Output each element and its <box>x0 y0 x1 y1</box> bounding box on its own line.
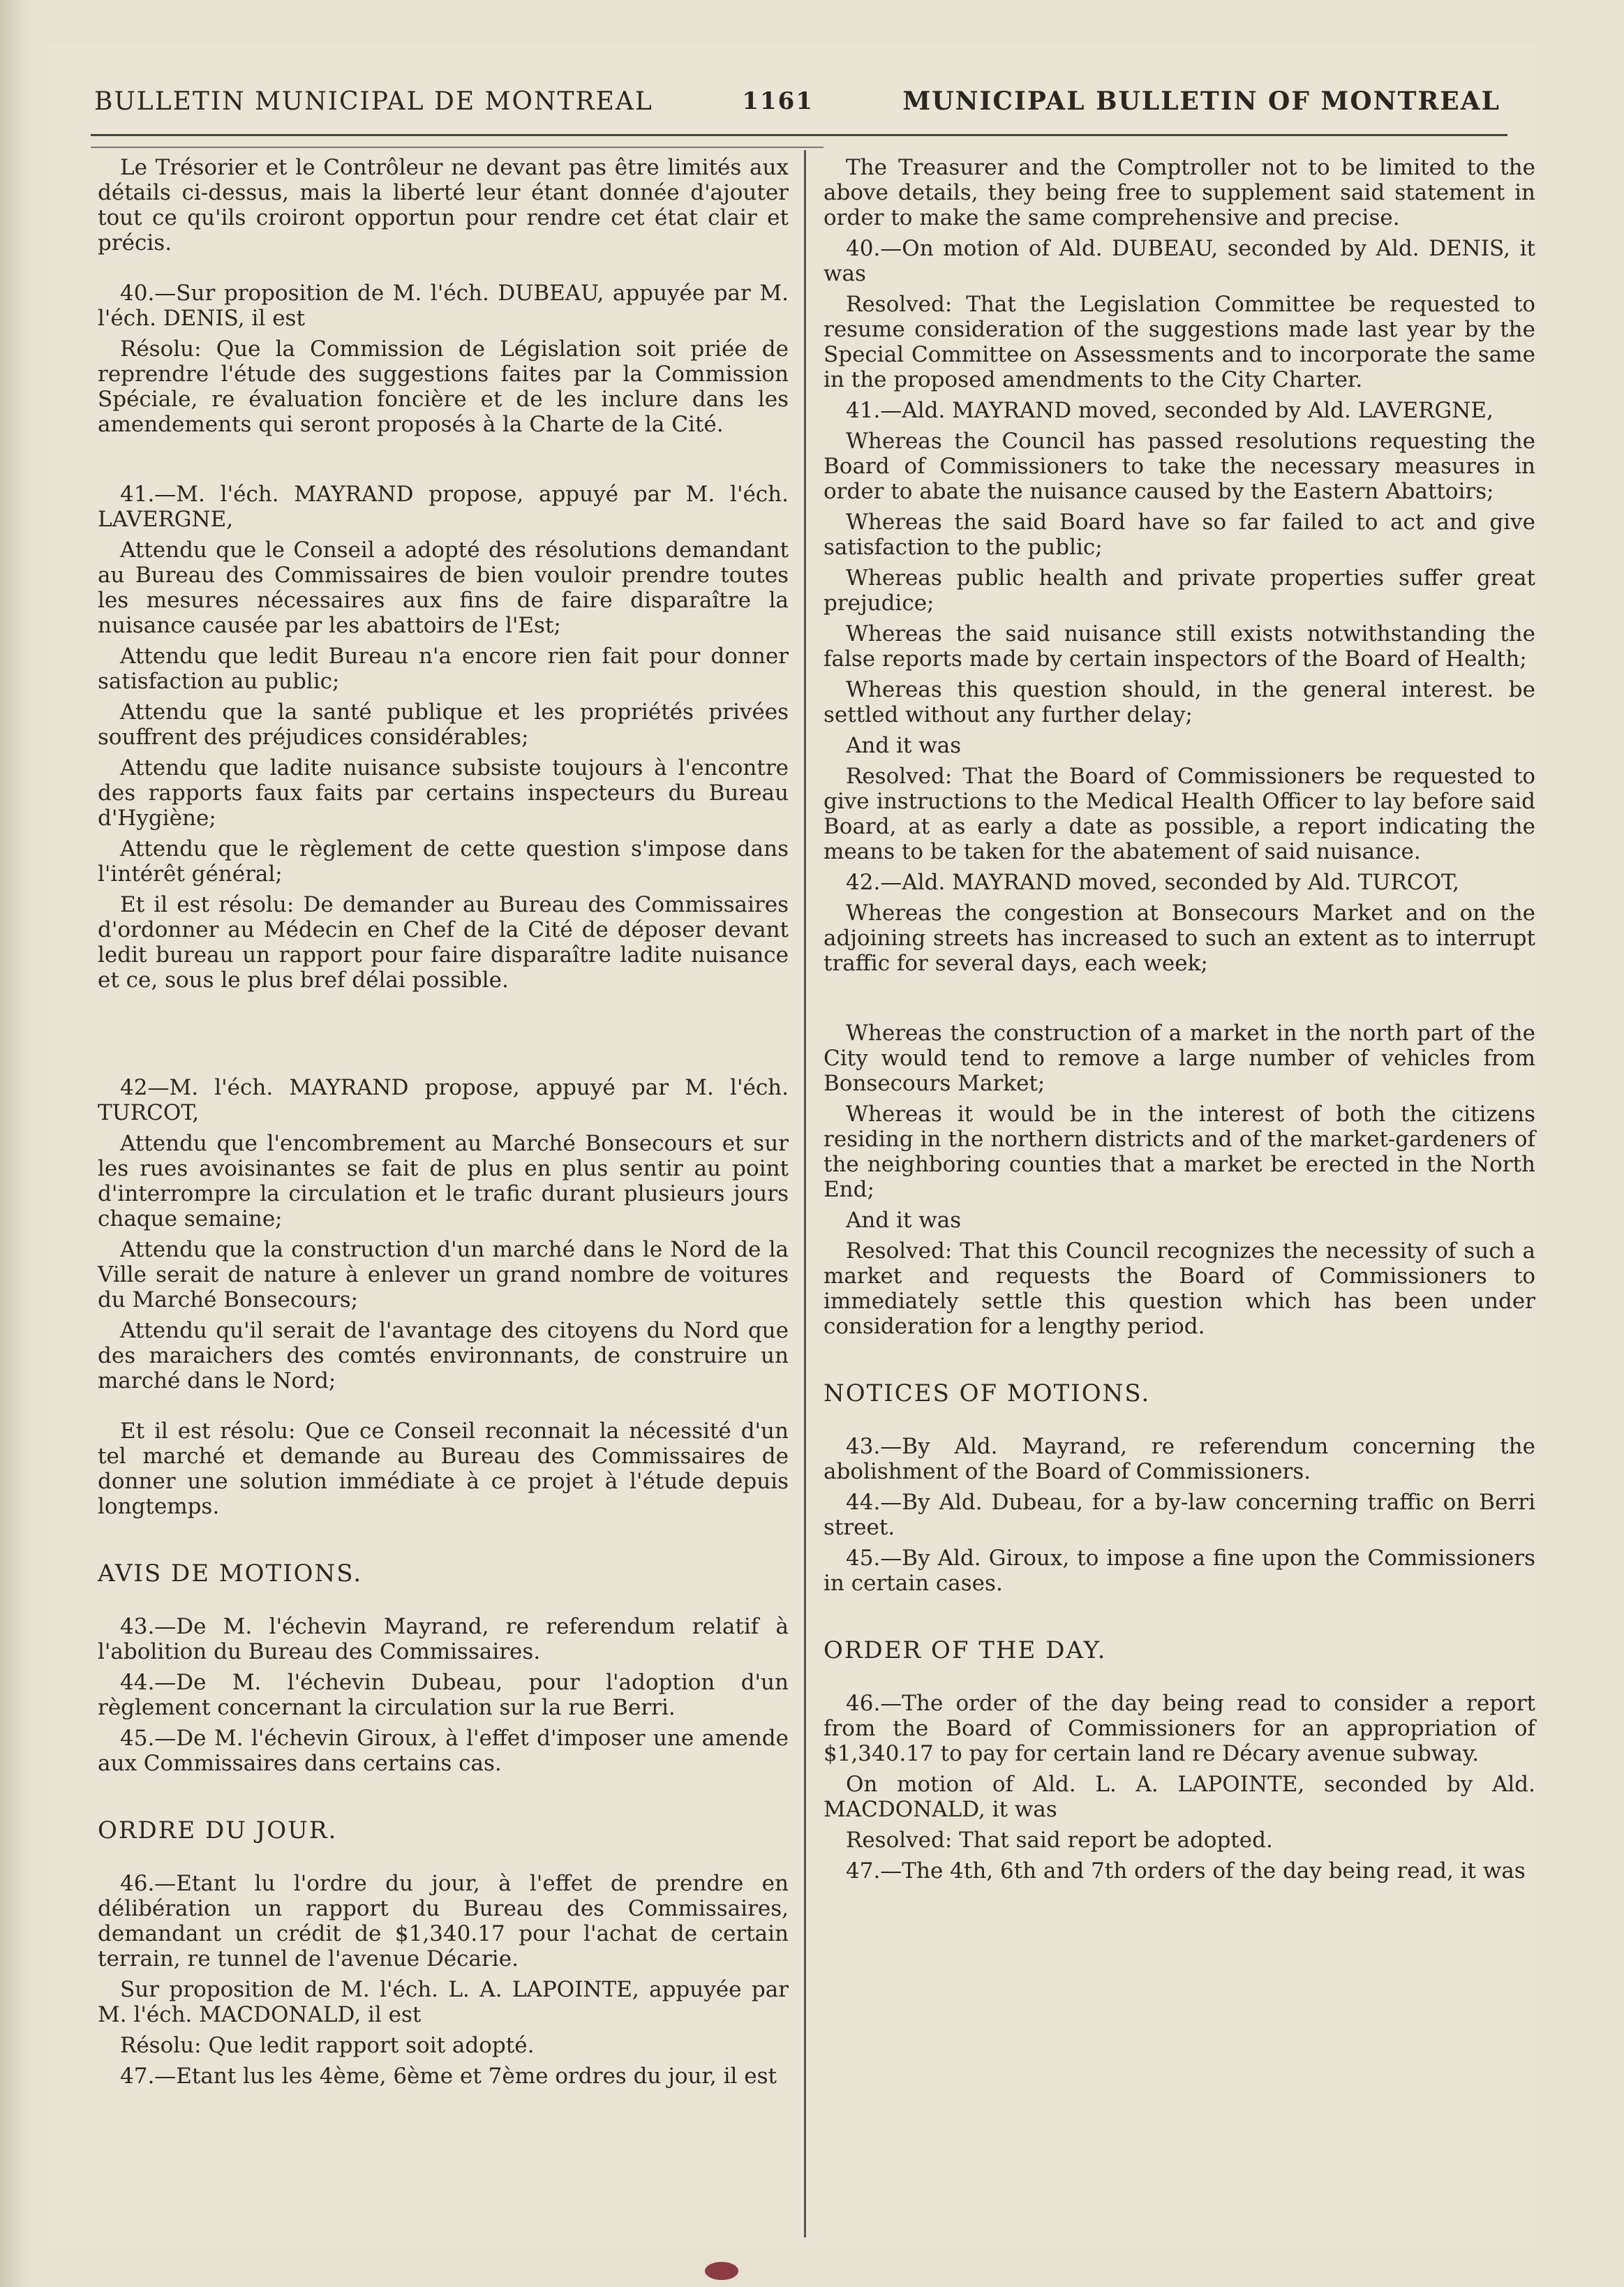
en-paragraph: Whereas this question should, in the general interest. be settled without any further delay; <box>824 677 1535 727</box>
book-binding <box>0 0 28 2287</box>
fr-resolution-40: Résolu: Que la Commission de Législation soit priée de reprendre l'étude des suggestions faites par la Commission Spéciale, re évaluation foncière et de les inclure dans les amendements qui seront proposés à la Charte de la Cité. <box>98 336 789 437</box>
en-paragraph: Whereas the construction of a market in the north part of the City would tend to remove a large number of vehicles from Bonsecours Market; <box>824 1021 1535 1096</box>
en-paragraph: Whereas the said nuisance still exists notwithstanding the false reports made by certain inspectors of the Board of Health; <box>824 621 1535 672</box>
header-french-title: BULLETIN MUNICIPAL DE MONTREAL <box>94 87 653 116</box>
fr-section-heading-order: ORDRE DU JOUR. <box>98 1816 338 1844</box>
french-column <box>98 155 789 2094</box>
fr-paragraph: Attendu qu'il serait de l'avantage des citoyens du Nord que des maraichers des comtés environnants, de construire un marché dans le Nord; <box>98 1318 789 1393</box>
page-number: 1161 <box>742 87 814 115</box>
column-divider <box>804 150 806 2237</box>
en-section-heading-notices: NOTICES OF MOTIONS. <box>824 1379 1151 1407</box>
fr-paragraph: Attendu que le Conseil a adopté des résolutions demandant au Bureau des Commissaires de bien vouloir prendre toutes les mesures nécessaires aux fins de faire disparaître la nuisance causée par les abattoirs de l'Est; <box>98 538 789 638</box>
page-header <box>94 70 1500 133</box>
fr-resolution-46: Résolu: Que ledit rapport soit adopté. <box>120 2033 535 2058</box>
fr-paragraph: Attendu que le règlement de cette question s'impose dans l'intérêt général; <box>98 836 789 887</box>
fr-item-46: 46.—Etant lu l'ordre du jour, à l'effet de prendre en délibération un rapport du Bureau des Commissaires, demandant un crédit de $1,340.17 pour l'achat de certain terrain, re tunnel de l'avenue Décarie. <box>98 1871 789 1971</box>
fr-item-47: 47.—Etant lus les 4ème, 6ème et 7ème ordres du jour, il est <box>120 2064 777 2089</box>
fr-item-43: 43.—De M. l'échevin Mayrand, re referendum relatif à l'abolition du Bureau des Commissaires. <box>98 1614 789 1664</box>
fr-item-42: 42—M. l'éch. MAYRAND propose, appuyé par M. l'éch. TURCOT, <box>98 1075 789 1125</box>
fr-resolution-41: Et il est résolu: De demander au Bureau des Commissaires d'ordonner au Médecin en Chef de la Cité de déposer devant ledit bureau un rapport pour faire disparaître ladite nuisance et ce, sous le plus bref délai possible. <box>98 892 789 993</box>
library-stamp-mark <box>705 2262 738 2280</box>
fr-item-40: 40.—Sur proposition de M. l'éch. DUBEAU, appuyée par M. l'éch. DENIS, il est <box>98 281 789 331</box>
en-paragraph: Whereas the said Board have so far failed to act and give satisfaction to the public; <box>824 510 1535 560</box>
fr-paragraph: Attendu que la santé publique et les propriétés privées souffrent des préjudices considérables; <box>98 700 789 750</box>
fr-paragraph: Sur proposition de M. l'éch. L. A. LAPOINTE, appuyée par M. l'éch. MACDONALD, il est <box>98 1977 789 2027</box>
en-resolution-41: Resolved: That the Board of Commissioners be requested to give instructions to the Medical Health Officer to lay before said Board, at as early a date as possible, a report indicating the means to be taken for the abatement of said nuisance. <box>824 764 1535 864</box>
english-column <box>824 155 1535 1889</box>
fr-paragraph: Le Trésorier et le Contrôleur ne devant pas être limités aux détails ci-dessus, mais la liberté leur étant donnée d'ajouter tout ce qu'ils croiront opportun pour rendre cet état clair et précis. <box>98 155 789 256</box>
fr-resolution-42: Et il est résolu: Que ce Conseil reconnait la nécessité d'un tel marché et demande au Bureau des Commissaires de donner une solution immédiate à ce projet à l'étude depuis longtemps. <box>98 1419 789 1519</box>
fr-paragraph: Attendu que la construction d'un marché dans le Nord de la Ville serait de nature à enlever un grand nombre de voitures du Marché Bonsecours; <box>98 1237 789 1312</box>
fr-section-heading-notices: AVIS DE MOTIONS. <box>98 1560 363 1587</box>
en-item-43: 43.—By Ald. Mayrand, re referendum concerning the abolishment of the Board of Commissioners. <box>824 1434 1535 1484</box>
fr-paragraph: Attendu que ledit Bureau n'a encore rien fait pour donner satisfaction au public; <box>98 644 789 694</box>
fr-item-45: 45.—De M. l'échevin Giroux, à l'effet d'imposer une amende aux Commissaires dans certains cas. <box>98 1726 789 1776</box>
fr-paragraph: Attendu que ladite nuisance subsiste toujours à l'encontre des rapports faux faits par certains inspecteurs du Bureau d'Hygiène; <box>98 755 789 831</box>
en-paragraph: The Treasurer and the Comptroller not to be limited to the above details, they being free to supplement said statement in order to make the same comprehensive and precise. <box>824 155 1535 230</box>
en-section-heading-order: ORDER OF THE DAY. <box>824 1636 1107 1664</box>
en-resolution-42: Resolved: That this Council recognizes the necessity of such a market and requests the Board of Commissioners to immediately settle this question which has been under consideration for a lengthy period. <box>824 1238 1535 1339</box>
en-item-41: 41.—Ald. MAYRAND moved, seconded by Ald. LAVERGNE, <box>846 398 1493 423</box>
en-paragraph: And it was <box>846 733 962 758</box>
en-paragraph: Whereas the Council has passed resolutions requesting the Board of Commissioners to take the necessary measures in order to abate the nuisance caused by the Eastern Abattoirs; <box>824 429 1535 504</box>
fr-item-41: 41.—M. l'éch. MAYRAND propose, appuyé par M. l'éch. LAVERGNE, <box>98 482 789 532</box>
en-item-47: 47.—The 4th, 6th and 7th orders of the day being read, it was <box>846 1858 1526 1883</box>
en-resolution-40: Resolved: That the Legislation Committee be requested to resume consideration of the suggestions made last year by the Special Committee on Assessments and to incorporate the same in the proposed amendments to the City Charter. <box>824 292 1535 392</box>
en-paragraph: Whereas public health and private properties suffer great prejudice; <box>824 565 1535 616</box>
en-item-45: 45.—By Ald. Giroux, to impose a fine upon the Commissioners in certain cases. <box>824 1546 1535 1596</box>
header-rule-secondary <box>91 147 824 148</box>
en-item-42: 42.—Ald. MAYRAND moved, seconded by Ald. TURCOT, <box>846 870 1459 895</box>
en-item-46: 46.—The order of the day being read to consider a report from the Board of Commissioners for an appropriation of $1,340.17 to pay for certain land re Décary avenue subway. <box>824 1691 1535 1766</box>
en-paragraph: Whereas it would be in the interest of both the citizens residing in the northern districts and of the market-gardeners of the neighboring counties that a market be erected in the North End; <box>824 1102 1535 1202</box>
en-item-40: 40.—On motion of Ald. DUBEAU, seconded by Ald. DENIS, it was <box>824 236 1535 286</box>
header-english-title: MUNICIPAL BULLETIN OF MONTREAL <box>902 87 1500 116</box>
en-resolution-46: Resolved: That said report be adopted. <box>846 1828 1273 1853</box>
en-paragraph: And it was <box>846 1208 962 1233</box>
en-paragraph: On motion of Ald. L. A. LAPOINTE, seconded by Ald. MACDONALD, it was <box>824 1772 1535 1822</box>
fr-paragraph: Attendu que l'encombrement au Marché Bonsecours et sur les rues avoisinantes se fait de plus en plus sentir au point d'interrompre la circulation et le trafic durant plusieurs jours chaque semaine; <box>98 1131 789 1231</box>
fr-item-44: 44.—De M. l'échevin Dubeau, pour l'adoption d'un règlement concernant la circulation sur la rue Berri. <box>98 1670 789 1720</box>
en-item-44: 44.—By Ald. Dubeau, for a by-law concerning traffic on Berri street. <box>824 1490 1535 1540</box>
header-rule <box>91 134 1507 136</box>
en-paragraph: Whereas the congestion at Bonsecours Market and on the adjoining streets has increased to such an extent as to interrupt traffic for several days, each week; <box>824 901 1535 976</box>
